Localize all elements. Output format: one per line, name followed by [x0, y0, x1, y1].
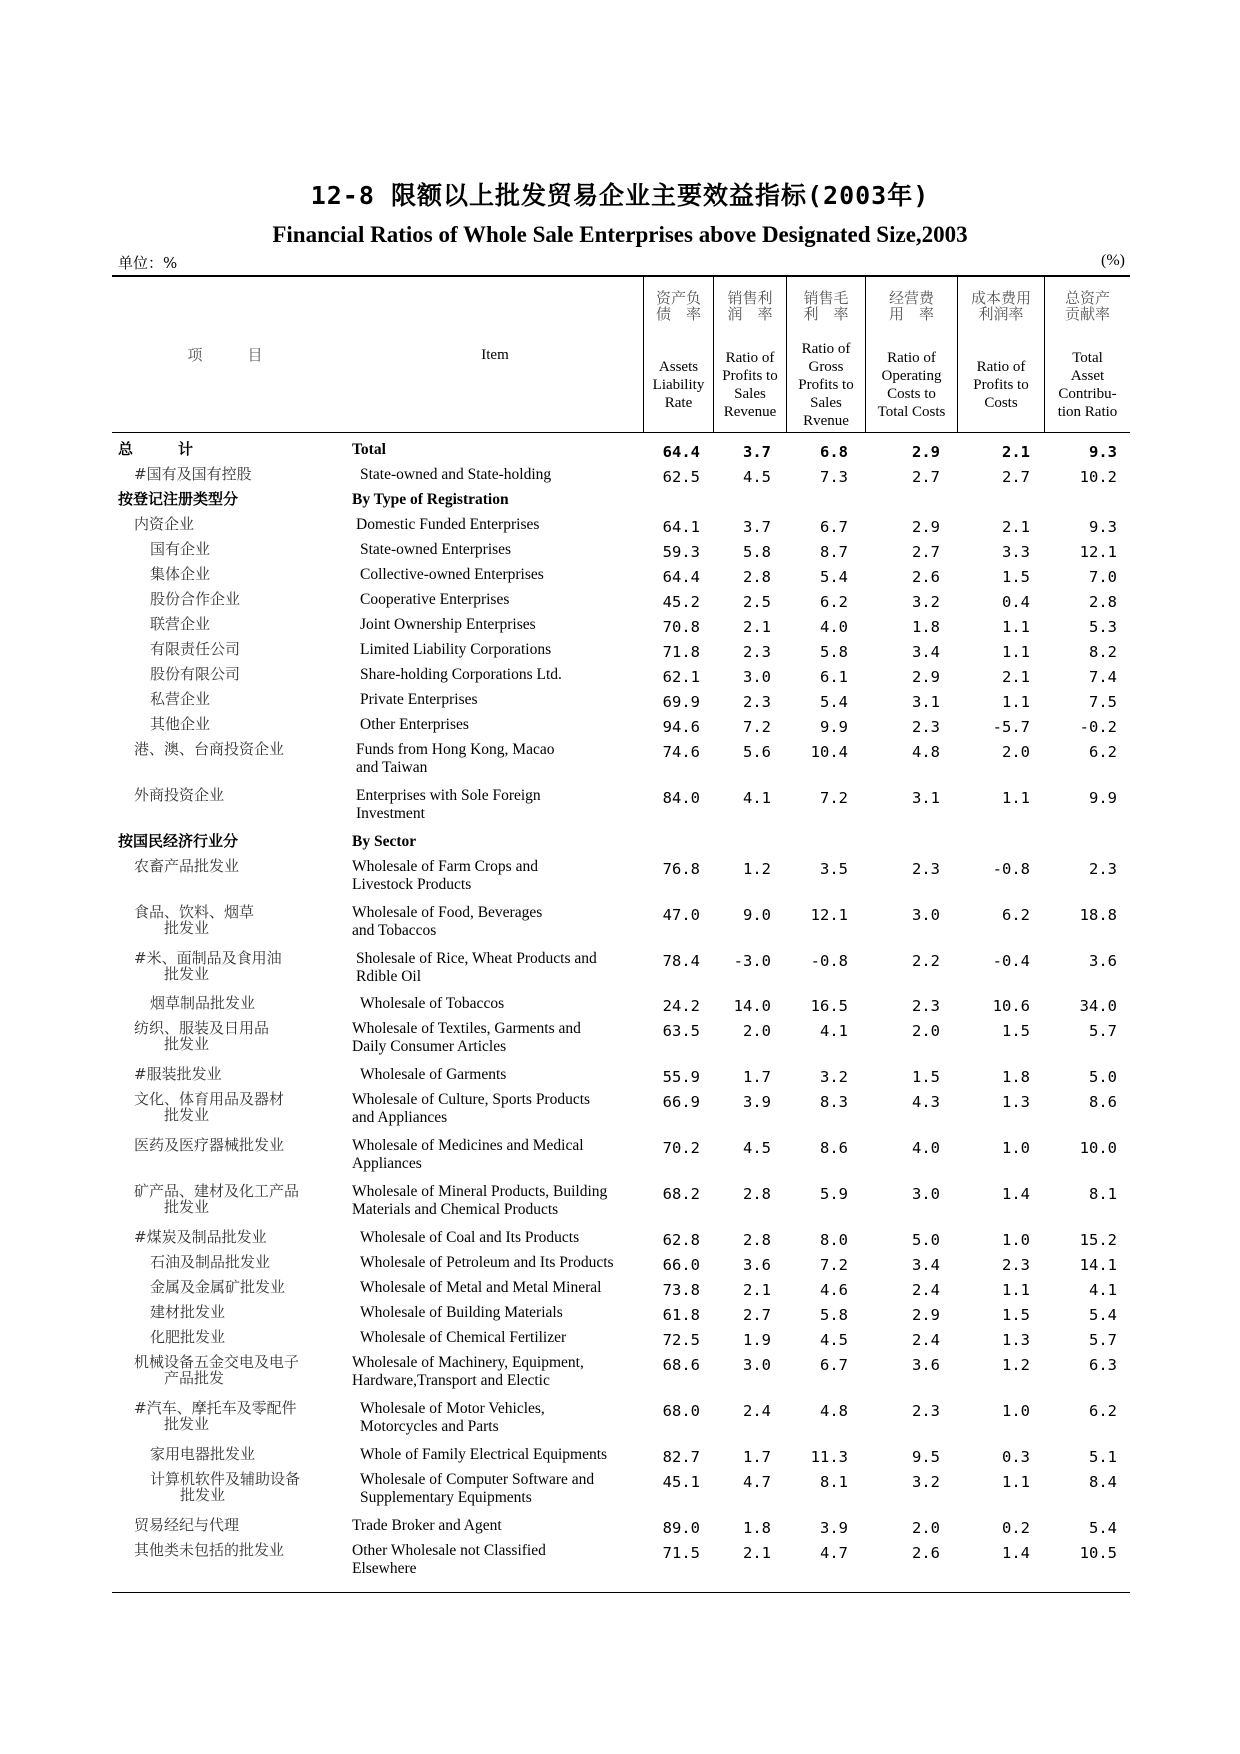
row-label-english: Wholesale of Tobaccos — [360, 995, 505, 1012]
row-label-chinese: 港、澳、台商投资企业 — [134, 740, 285, 758]
row-label-chinese: 股份有限公司 — [150, 665, 241, 683]
row-label-english: State-owned Enterprises — [360, 541, 512, 558]
header-bottom-rule — [112, 432, 1130, 433]
value-cell: 2.9 — [912, 518, 940, 536]
value-cell: 3.6 — [912, 1356, 940, 1374]
value-cell: 15.2 — [1079, 1231, 1117, 1249]
value-cell: 4.3 — [912, 1093, 940, 1111]
value-cell: 10.0 — [1079, 1139, 1117, 1157]
value-cell: 4.1 — [1089, 1281, 1117, 1299]
value-cell: 9.0 — [743, 906, 771, 924]
row-label-chinese: 机械设备五金交电及电子 产品批发 — [134, 1353, 300, 1387]
value-cell: 6.8 — [820, 443, 848, 461]
value-cell: 6.1 — [820, 668, 848, 686]
row-label-english: Wholesale of Machinery, Equipment, Hardware,Transport and Electic — [352, 1354, 584, 1389]
value-cell: 2.8 — [1089, 593, 1117, 611]
value-cell: 66.0 — [662, 1256, 700, 1274]
row-label-english: Wholesale of Metal and Metal Mineral — [360, 1279, 602, 1296]
value-cell: 1.3 — [1002, 1331, 1030, 1349]
value-cell: -0.4 — [992, 952, 1030, 970]
row-label-english: By Sector — [352, 833, 417, 850]
value-cell: 1.8 — [743, 1519, 771, 1537]
row-label-chinese: 内资企业 — [134, 515, 195, 533]
row-label-chinese: 食品、饮料、烟草 批发业 — [134, 903, 255, 937]
value-cell: 1.1 — [1002, 643, 1030, 661]
value-cell: 2.1 — [1002, 668, 1030, 686]
value-cell: 4.5 — [743, 1139, 771, 1157]
value-cell: 3.0 — [743, 668, 771, 686]
value-cell: 45.2 — [662, 593, 700, 611]
value-cell: 2.7 — [1002, 468, 1030, 486]
value-cell: 1.5 — [1002, 568, 1030, 586]
value-cell: 6.2 — [1089, 1402, 1117, 1420]
page-title-english: Financial Ratios of Whole Sale Enterprises above Designated Size,2003 — [272, 222, 968, 247]
value-cell: 8.0 — [820, 1231, 848, 1249]
value-cell: 2.4 — [743, 1402, 771, 1420]
value-cell: 3.3 — [1002, 543, 1030, 561]
header-col4-chinese: 经营费 用 率 — [888, 289, 934, 323]
header-col6-chinese: 总资产 贡献率 — [1064, 289, 1110, 323]
value-cell: 3.5 — [820, 860, 848, 878]
value-cell: 62.8 — [662, 1231, 700, 1249]
value-cell: 4.6 — [820, 1281, 848, 1299]
value-cell: 3.2 — [820, 1068, 848, 1086]
value-cell: 2.8 — [743, 568, 771, 586]
row-label-english: Wholesale of Motor Vehicles, Motorcycles and Parts — [360, 1400, 545, 1435]
row-label-english: Domestic Funded Enterprises — [356, 516, 540, 533]
value-cell: 8.2 — [1089, 643, 1117, 661]
value-cell: 84.0 — [662, 789, 700, 807]
row-label-chinese: 文化、体育用品及器材 批发业 — [134, 1090, 285, 1124]
value-cell: 2.7 — [743, 1306, 771, 1324]
value-cell: 4.5 — [820, 1331, 848, 1349]
value-cell: 5.6 — [743, 743, 771, 761]
value-cell: 2.1 — [743, 1544, 771, 1562]
row-label-chinese: 外商投资企业 — [134, 786, 225, 804]
value-cell: 8.4 — [1089, 1473, 1117, 1491]
value-cell: 8.3 — [820, 1093, 848, 1111]
row-label-english: Collective-owned Enterprises — [360, 566, 544, 583]
value-cell: 1.8 — [1002, 1068, 1030, 1086]
value-cell: 1.2 — [743, 860, 771, 878]
value-cell: 1.0 — [1002, 1231, 1030, 1249]
row-label-english: Wholesale of Farm Crops and Livestock Products — [352, 858, 538, 893]
value-cell: 62.5 — [662, 468, 700, 486]
value-cell: 1.3 — [1002, 1093, 1030, 1111]
value-cell: 1.5 — [1002, 1306, 1030, 1324]
value-cell: 71.8 — [662, 643, 700, 661]
value-cell: 55.9 — [662, 1068, 700, 1086]
value-cell: 8.1 — [820, 1473, 848, 1491]
value-cell: 68.2 — [662, 1185, 700, 1203]
row-label-english: Funds from Hong Kong, Macao and Taiwan — [356, 741, 555, 776]
value-cell: 2.7 — [912, 468, 940, 486]
value-cell: 2.8 — [743, 1185, 771, 1203]
value-cell: 5.8 — [820, 1306, 848, 1324]
header-item-chinese: 项 目 — [187, 346, 263, 364]
value-cell: 9.3 — [1089, 443, 1117, 461]
value-cell: 7.5 — [1089, 693, 1117, 711]
value-cell: 16.5 — [810, 997, 848, 1015]
row-label-english: Wholesale of Chemical Fertilizer — [360, 1329, 567, 1346]
table-bottom-rule — [112, 1592, 1130, 1593]
value-cell: 18.8 — [1079, 906, 1117, 924]
header-col6-english: Total Asset Contribu- tion Ratio — [1057, 350, 1118, 420]
value-cell: 12.1 — [1079, 543, 1117, 561]
value-cell: 76.8 — [662, 860, 700, 878]
header-col1-english: Assets Liability Rate — [652, 359, 705, 411]
row-label-english: State-owned and State-holding — [360, 466, 552, 483]
row-label-english: Wholesale of Textiles, Garments and Daily Consumer Articles — [352, 1020, 581, 1055]
value-cell: 5.1 — [1089, 1448, 1117, 1466]
value-cell: 4.7 — [743, 1473, 771, 1491]
value-cell: 1.4 — [1002, 1185, 1030, 1203]
value-cell: 4.0 — [912, 1139, 940, 1157]
header-col1-chinese: 资产负 债 率 — [655, 289, 701, 323]
row-label-chinese: #服装批发业 — [134, 1065, 222, 1083]
value-cell: 8.6 — [820, 1139, 848, 1157]
row-label-english: Wholesale of Building Materials — [360, 1304, 563, 1321]
value-cell: 2.1 — [1002, 518, 1030, 536]
header-col5-english: Ratio of Profits to Costs — [973, 359, 1029, 411]
row-label-chinese: 国有企业 — [150, 540, 211, 558]
value-cell: 3.7 — [743, 443, 771, 461]
value-cell: 8.6 — [1089, 1093, 1117, 1111]
value-cell: -3.0 — [733, 952, 771, 970]
value-cell: 4.1 — [743, 789, 771, 807]
value-cell: 3.0 — [912, 906, 940, 924]
row-label-english: Wholesale of Medicines and Medical Appliances — [352, 1137, 584, 1172]
value-cell: 5.9 — [820, 1185, 848, 1203]
value-cell: 2.6 — [912, 568, 940, 586]
row-label-english: Wholesale of Food, Beverages and Tobaccos — [352, 904, 543, 939]
row-label-chinese: 计算机软件及辅助设备 批发业 — [150, 1470, 301, 1504]
value-cell: 3.1 — [912, 693, 940, 711]
value-cell: 5.0 — [1089, 1068, 1117, 1086]
value-cell: 5.7 — [1089, 1022, 1117, 1040]
row-label-english: Enterprises with Sole Foreign Investment — [356, 787, 541, 822]
header-col5-chinese: 成本费用 利润率 — [970, 289, 1031, 323]
value-cell: 0.4 — [1002, 593, 1030, 611]
value-cell: 69.9 — [662, 693, 700, 711]
value-cell: 14.1 — [1079, 1256, 1117, 1274]
value-cell: 5.4 — [1089, 1519, 1117, 1537]
value-cell: 1.7 — [743, 1448, 771, 1466]
value-cell: 4.8 — [820, 1402, 848, 1420]
row-label-english: Wholesale of Petroleum and Its Products — [360, 1254, 614, 1271]
row-label-english: Whole of Family Electrical Equipments — [360, 1446, 608, 1463]
header-col3-english: Ratio of Gross Profits to Sales Rvenue — [798, 341, 854, 429]
header-col4-english: Ratio of Operating Costs to Total Costs — [877, 350, 946, 420]
row-label-chinese: #煤炭及制品批发业 — [134, 1228, 267, 1246]
row-label-chinese: #国有及国有控股 — [134, 465, 252, 483]
value-cell: 5.7 — [1089, 1331, 1117, 1349]
row-label-english: By Type of Registration — [352, 491, 509, 508]
value-cell: 1.0 — [1002, 1139, 1030, 1157]
value-cell: 7.2 — [820, 789, 848, 807]
row-label-chinese: 家用电器批发业 — [150, 1445, 256, 1463]
value-cell: 10.2 — [1079, 468, 1117, 486]
value-cell: 66.9 — [662, 1093, 700, 1111]
value-cell: 74.6 — [662, 743, 700, 761]
value-cell: 1.0 — [1002, 1402, 1030, 1420]
value-cell: 34.0 — [1079, 997, 1117, 1015]
value-cell: 64.1 — [662, 518, 700, 536]
value-cell: 10.4 — [810, 743, 848, 761]
value-cell: 64.4 — [662, 443, 700, 461]
value-cell: 2.9 — [912, 443, 940, 461]
row-label-chinese: 有限责任公司 — [150, 640, 241, 658]
value-cell: 8.1 — [1089, 1185, 1117, 1203]
value-cell: 2.3 — [912, 997, 940, 1015]
value-cell: 3.2 — [912, 593, 940, 611]
value-cell: 2.1 — [743, 1281, 771, 1299]
value-cell: 2.9 — [912, 1306, 940, 1324]
value-cell: 7.4 — [1089, 668, 1117, 686]
value-cell: 45.1 — [662, 1473, 700, 1491]
value-cell: 2.2 — [912, 952, 940, 970]
value-cell: 89.0 — [662, 1519, 700, 1537]
value-cell: 2.9 — [912, 668, 940, 686]
value-cell: 62.1 — [662, 668, 700, 686]
value-cell: 1.7 — [743, 1068, 771, 1086]
value-cell: 2.0 — [743, 1022, 771, 1040]
value-cell: 5.8 — [820, 643, 848, 661]
value-cell: 1.5 — [1002, 1022, 1030, 1040]
value-cell: 24.2 — [662, 997, 700, 1015]
row-label-chinese: 医药及医疗器械批发业 — [134, 1136, 285, 1154]
value-cell: 1.1 — [1002, 1473, 1030, 1491]
row-label-chinese: #汽车、摩托车及零配件 批发业 — [134, 1399, 297, 1433]
value-cell: 1.2 — [1002, 1356, 1030, 1374]
value-cell: 10.5 — [1079, 1544, 1117, 1562]
value-cell: 7.2 — [743, 718, 771, 736]
value-cell: 63.5 — [662, 1022, 700, 1040]
row-label-english: Limited Liability Corporations — [360, 641, 552, 658]
row-label-chinese: 烟草制品批发业 — [150, 994, 256, 1012]
value-cell: -0.8 — [810, 952, 848, 970]
value-cell: 0.3 — [1002, 1448, 1030, 1466]
value-cell: 61.8 — [662, 1306, 700, 1324]
value-cell: 1.5 — [912, 1068, 940, 1086]
value-cell: 3.2 — [912, 1473, 940, 1491]
value-cell: 3.0 — [743, 1356, 771, 1374]
row-label-english: Cooperative Enterprises — [360, 591, 510, 608]
value-cell: 3.9 — [820, 1519, 848, 1537]
value-cell: 5.4 — [1089, 1306, 1117, 1324]
value-cell: -0.8 — [992, 860, 1030, 878]
row-label-chinese: 私营企业 — [150, 690, 211, 708]
row-label-english: Other Enterprises — [360, 716, 469, 733]
value-cell: 4.7 — [820, 1544, 848, 1562]
value-cell: 5.0 — [912, 1231, 940, 1249]
value-cell: 3.9 — [743, 1093, 771, 1111]
value-cell: 7.0 — [1089, 568, 1117, 586]
table-top-rule — [112, 275, 1130, 277]
value-cell: 1.8 — [912, 618, 940, 636]
row-label-english: Total — [352, 441, 386, 458]
value-cell: 2.4 — [912, 1331, 940, 1349]
row-label-english: Share-holding Corporations Ltd. — [360, 666, 562, 683]
row-label-chinese: 其他类未包括的批发业 — [134, 1541, 285, 1559]
row-label-english: Trade Broker and Agent — [352, 1517, 502, 1534]
value-cell: 73.8 — [662, 1281, 700, 1299]
value-cell: 72.5 — [662, 1331, 700, 1349]
value-cell: 59.3 — [662, 543, 700, 561]
value-cell: 5.8 — [743, 543, 771, 561]
header-col3-chinese: 销售毛 利 率 — [803, 289, 849, 323]
value-cell: 3.7 — [743, 518, 771, 536]
value-cell: 1.1 — [1002, 693, 1030, 711]
row-label-chinese: 按登记注册类型分 — [118, 490, 239, 508]
value-cell: 5.4 — [820, 568, 848, 586]
value-cell: 2.0 — [1002, 743, 1030, 761]
value-cell: 2.6 — [912, 1544, 940, 1562]
value-cell: 2.1 — [1002, 443, 1030, 461]
value-cell: 0.2 — [1002, 1519, 1030, 1537]
row-label-chinese: #米、面制品及食用油 批发业 — [134, 949, 282, 983]
value-cell: 78.4 — [662, 952, 700, 970]
header-item-english: Item — [481, 347, 509, 363]
value-cell: 9.9 — [1089, 789, 1117, 807]
value-cell: 3.6 — [1089, 952, 1117, 970]
value-cell: 71.5 — [662, 1544, 700, 1562]
value-cell: 10.6 — [992, 997, 1030, 1015]
value-cell: 2.3 — [1002, 1256, 1030, 1274]
row-label-english: Wholesale of Culture, Sports Products and Appliances — [352, 1091, 591, 1126]
value-cell: 47.0 — [662, 906, 700, 924]
value-cell: 11.3 — [810, 1448, 848, 1466]
row-label-english: Wholesale of Coal and Its Products — [360, 1229, 580, 1246]
value-cell: 2.8 — [743, 1231, 771, 1249]
value-cell: 12.1 — [810, 906, 848, 924]
row-label-chinese: 按国民经济行业分 — [118, 832, 239, 850]
value-cell: 3.6 — [743, 1256, 771, 1274]
value-cell: 3.0 — [912, 1185, 940, 1203]
value-cell: 1.1 — [1002, 618, 1030, 636]
page-title-chinese: 12-8 限额以上批发贸易企业主要效益指标(2003年) — [310, 181, 930, 210]
value-cell: 94.6 — [662, 718, 700, 736]
value-cell: 2.0 — [912, 1519, 940, 1537]
value-cell: 2.5 — [743, 593, 771, 611]
value-cell: 9.3 — [1089, 518, 1117, 536]
value-cell: 2.3 — [912, 1402, 940, 1420]
row-label-english: Wholesale of Mineral Products, Building Materials and Chemical Products — [352, 1183, 608, 1218]
value-cell: 3.1 — [912, 789, 940, 807]
value-cell: -0.2 — [1079, 718, 1117, 736]
value-cell: 6.2 — [820, 593, 848, 611]
row-label-chinese: 联营企业 — [150, 615, 211, 633]
value-cell: 2.3 — [912, 860, 940, 878]
value-cell: 2.1 — [743, 618, 771, 636]
value-cell: 14.0 — [733, 997, 771, 1015]
row-label-english: Wholesale of Garments — [360, 1066, 507, 1083]
value-cell: 6.2 — [1002, 906, 1030, 924]
value-cell: 9.5 — [912, 1448, 940, 1466]
header-col2-chinese: 销售利 润 率 — [727, 289, 773, 323]
row-label-chinese: 农畜产品批发业 — [134, 857, 240, 875]
value-cell: 1.1 — [1002, 1281, 1030, 1299]
unit-label: 单位：% — [118, 254, 178, 272]
value-cell: 68.6 — [662, 1356, 700, 1374]
value-cell: 6.7 — [820, 1356, 848, 1374]
row-label-chinese: 矿产品、建材及化工产品 批发业 — [134, 1182, 300, 1216]
value-cell: -5.7 — [992, 718, 1030, 736]
value-cell: 2.3 — [743, 643, 771, 661]
value-cell: 1.4 — [1002, 1544, 1030, 1562]
value-cell: 5.3 — [1089, 618, 1117, 636]
value-cell: 7.3 — [820, 468, 848, 486]
row-label-chinese: 贸易经纪与代理 — [134, 1516, 240, 1534]
row-label-chinese: 金属及金属矿批发业 — [150, 1278, 286, 1296]
value-cell: 5.4 — [820, 693, 848, 711]
row-label-chinese: 总 计 — [118, 440, 194, 458]
value-cell: 2.4 — [912, 1281, 940, 1299]
value-cell: 4.0 — [820, 618, 848, 636]
percent-label: (%) — [1101, 252, 1125, 269]
value-cell: 70.8 — [662, 618, 700, 636]
row-label-english: Joint Ownership Enterprises — [360, 616, 536, 633]
value-cell: 9.9 — [820, 718, 848, 736]
value-cell: 8.7 — [820, 543, 848, 561]
row-label-chinese: 建材批发业 — [150, 1303, 226, 1321]
row-label-english: Wholesale of Computer Software and Supplementary Equipments — [360, 1471, 595, 1506]
value-cell: 82.7 — [662, 1448, 700, 1466]
row-label-chinese: 纺织、服装及日用品 批发业 — [134, 1019, 270, 1053]
value-cell: 4.8 — [912, 743, 940, 761]
row-label-english: Sholesale of Rice, Wheat Products and Rdible Oil — [356, 950, 597, 985]
value-cell: 68.0 — [662, 1402, 700, 1420]
value-cell: 64.4 — [662, 568, 700, 586]
value-cell: 70.2 — [662, 1139, 700, 1157]
value-cell: 1.1 — [1002, 789, 1030, 807]
value-cell: 6.7 — [820, 518, 848, 536]
row-label-english: Private Enterprises — [360, 691, 478, 708]
header-col2-english: Ratio of Profits to Sales Revenue — [722, 350, 778, 420]
value-cell: 4.1 — [820, 1022, 848, 1040]
row-label-chinese: 化肥批发业 — [150, 1328, 226, 1346]
value-cell: 2.3 — [912, 718, 940, 736]
row-label-chinese: 其他企业 — [150, 715, 211, 733]
value-cell: 4.5 — [743, 468, 771, 486]
row-label-chinese: 股份合作企业 — [150, 590, 241, 608]
row-label-chinese: 集体企业 — [150, 565, 211, 583]
value-cell: 2.3 — [743, 693, 771, 711]
value-cell: 2.7 — [912, 543, 940, 561]
value-cell: 6.3 — [1089, 1356, 1117, 1374]
value-cell: 3.4 — [912, 1256, 940, 1274]
value-cell: 7.2 — [820, 1256, 848, 1274]
row-label-chinese: 石油及制品批发业 — [150, 1253, 271, 1271]
value-cell: 3.4 — [912, 643, 940, 661]
row-label-english: Other Wholesale not Classified Elsewhere — [352, 1542, 546, 1577]
value-cell: 1.9 — [743, 1331, 771, 1349]
value-cell: 6.2 — [1089, 743, 1117, 761]
value-cell: 2.0 — [912, 1022, 940, 1040]
value-cell: 2.3 — [1089, 860, 1117, 878]
